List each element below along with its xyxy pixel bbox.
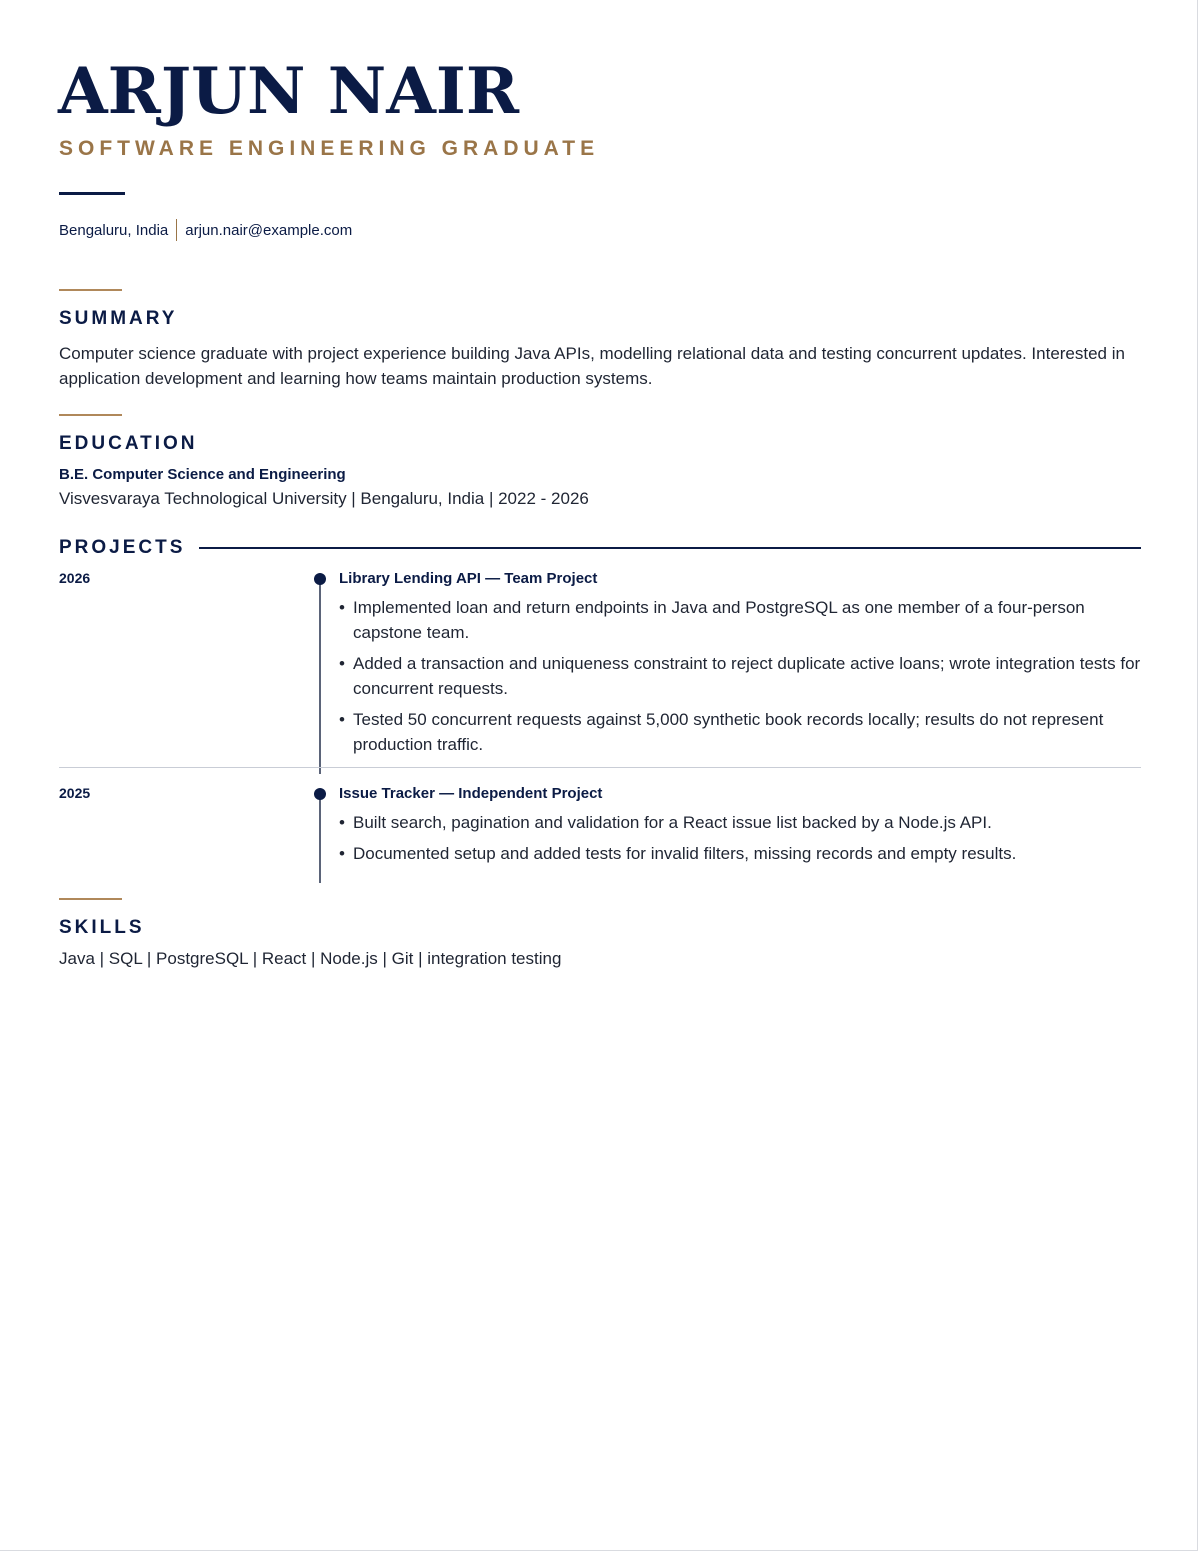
- timeline-dot: [314, 573, 326, 585]
- contact-line: [59, 219, 352, 241]
- timeline-line: [319, 793, 321, 883]
- header-divider: [59, 192, 125, 195]
- summary-text: Computer science graduate with project experience building Java APIs, modelling relational data and testing concurrent updates. Interested in application development and learning how teams maintain production systems.: [59, 344, 1125, 388]
- project-bullets: [336, 810, 1148, 872]
- education-degree: B.E. Computer Science and Engineering: [59, 466, 346, 483]
- bullet-dot: •: [339, 844, 345, 863]
- project-year: 2025: [59, 785, 91, 801]
- timeline-line: [319, 578, 321, 774]
- bullet-text: Built search, pagination and validation for a React issue list backed by a Node.js API.: [353, 813, 992, 832]
- education-heading: EDUCATION: [59, 433, 198, 454]
- candidate-name: ARJUN NAIR: [58, 54, 519, 129]
- bullet-text: Added a transaction and uniqueness constraint to reject duplicate active loans; wrote integration tests for concurrent requests.: [353, 654, 1141, 698]
- skills-heading: SKILLS: [59, 917, 145, 938]
- projects-divider: [199, 547, 1141, 549]
- candidate-role: SOFTWARE ENGINEERING GRADUATE: [59, 137, 600, 160]
- skills-list: Java | SQL | PostgreSQL | React | Node.js | Git | integration testing: [59, 949, 562, 968]
- summary-heading: SUMMARY: [59, 308, 178, 329]
- bullet-text: Documented setup and added tests for invalid filters, missing records and empty results.: [353, 844, 1017, 863]
- education-divider: [59, 414, 122, 416]
- project-bullet: [336, 810, 1148, 835]
- project-year: 2026: [59, 570, 91, 586]
- bullet-text: Implemented loan and return endpoints in Java and PostgreSQL as one member of a four-person capstone team.: [353, 598, 1085, 642]
- summary-divider: [59, 289, 122, 291]
- bullet-dot: •: [339, 598, 345, 617]
- skills-divider: [59, 898, 122, 900]
- project-bullet: [336, 707, 1148, 757]
- project-row-divider: [59, 767, 1141, 768]
- bullet-dot: •: [339, 710, 345, 729]
- education-details: Visvesvaraya Technological University | Bengaluru, India | 2022 - 2026: [59, 489, 589, 508]
- contact-separator: [176, 219, 177, 241]
- bullet-dot: •: [339, 654, 345, 673]
- contact-email[interactable]: arjun.nair@example.com: [185, 221, 353, 239]
- bullet-dot: •: [339, 813, 345, 832]
- project-bullets: [336, 595, 1148, 763]
- project-bullet: [336, 595, 1148, 645]
- timeline-dot: [314, 788, 326, 800]
- project-bullet: [336, 841, 1148, 866]
- contact-location: Bengaluru, India: [59, 221, 169, 239]
- project-title: Library Lending API — Team Project: [339, 570, 598, 587]
- projects-heading: PROJECTS: [59, 537, 186, 558]
- bullet-text: Tested 50 concurrent requests against 5,000 synthetic book records locally; results do not represent production traffic.: [353, 710, 1104, 754]
- project-title: Issue Tracker — Independent Project: [339, 785, 603, 802]
- project-bullet: [336, 651, 1148, 701]
